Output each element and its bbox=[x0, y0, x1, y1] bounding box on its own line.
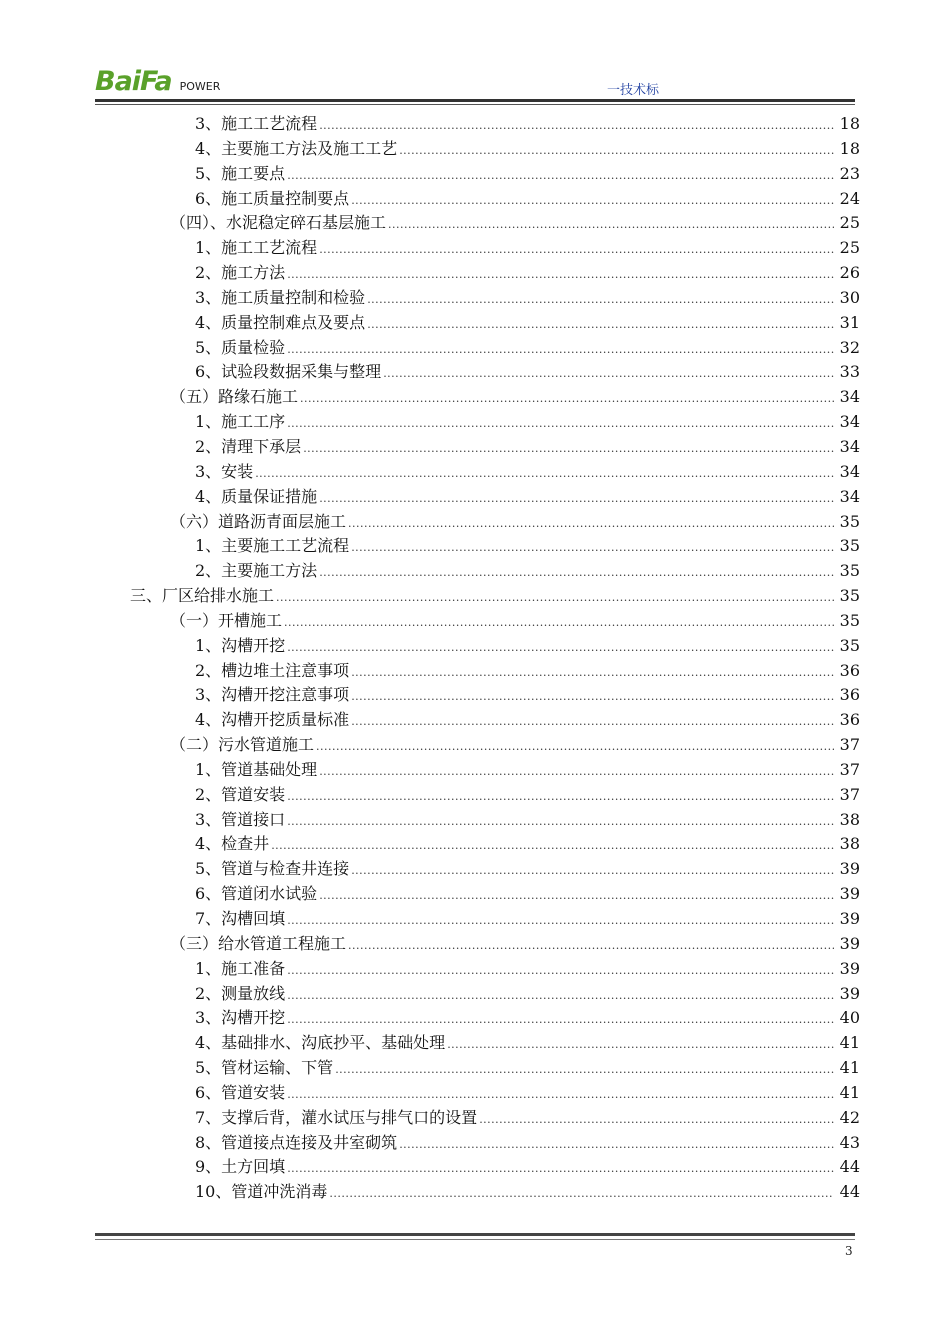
toc-leader-dots bbox=[300, 387, 834, 412]
toc-entry-title: （一）开槽施工 bbox=[170, 610, 283, 630]
toc-entry-page: 37 bbox=[839, 759, 860, 779]
toc-entry-page: 18 bbox=[839, 114, 860, 133]
toc-entry-page: 25 bbox=[839, 213, 860, 233]
toc-leader-dots bbox=[255, 462, 834, 487]
toc-entry-title: 1、施工工序 bbox=[195, 412, 286, 432]
toc-entry-title: 2、槽边堆土注意事项 bbox=[195, 660, 350, 680]
toc-entry-page: 39 bbox=[839, 909, 860, 928]
toc-entry-title: 4、基础排水、沟底抄平、基础处理 bbox=[195, 1033, 446, 1053]
toc-entry[interactable] bbox=[0, 534, 950, 559]
toc-entry-title: 3、施工工艺流程 bbox=[195, 114, 318, 133]
toc-entry[interactable] bbox=[0, 360, 950, 385]
toc-entry-title: 8、管道接点连接及井室砌筑 bbox=[195, 1132, 398, 1152]
toc-entry-title: （六）道路沥青面层施工 bbox=[170, 511, 347, 531]
toc-entry[interactable] bbox=[0, 982, 950, 1007]
toc-entry-page: 40 bbox=[839, 1008, 860, 1028]
toc-entry[interactable] bbox=[0, 957, 950, 982]
toc-leader-dots bbox=[319, 561, 834, 586]
toc-leader-dots bbox=[329, 1182, 834, 1207]
toc-entry-title: 4、质量保证措施 bbox=[195, 486, 318, 506]
toc-entry-title: 4、质量控制难点及要点 bbox=[195, 312, 366, 332]
toc-entry[interactable] bbox=[0, 708, 950, 733]
toc-entry-title: 6、管道安装 bbox=[195, 1082, 286, 1102]
logo-power-text: POWER bbox=[179, 80, 221, 93]
toc-leader-dots bbox=[351, 710, 834, 735]
toc-entry-page: 35 bbox=[839, 511, 860, 531]
toc-entry-page: 38 bbox=[839, 809, 860, 829]
toc-leader-dots bbox=[335, 1058, 834, 1083]
toc-entry-page: 33 bbox=[839, 362, 860, 382]
toc-entry-page: 42 bbox=[839, 1107, 860, 1127]
toc-leader-dots bbox=[287, 984, 834, 1009]
toc-leader-dots bbox=[316, 735, 834, 760]
toc-entry-title: 1、管道基础处理 bbox=[195, 759, 318, 779]
toc-entry-page: 39 bbox=[839, 983, 860, 1003]
toc-entry-title: （五）路缘石施工 bbox=[170, 387, 299, 407]
toc-leader-dots bbox=[319, 487, 834, 512]
toc-entry[interactable] bbox=[0, 261, 950, 286]
toc-entry[interactable] bbox=[0, 385, 950, 410]
toc-entry[interactable] bbox=[0, 187, 950, 212]
toc-entry[interactable] bbox=[0, 1155, 950, 1180]
toc-entry[interactable] bbox=[0, 236, 950, 261]
footer-rule-thin bbox=[95, 1239, 855, 1240]
toc-entry-page: 44 bbox=[839, 1182, 860, 1202]
header-rule-thick bbox=[95, 99, 855, 102]
toc-entry-title: 7、支撑后背，灌水试压与排气口的设置 bbox=[195, 1107, 478, 1127]
toc-entry-title: 5、管道与检查井连接 bbox=[195, 859, 350, 879]
company-logo bbox=[95, 66, 220, 96]
toc-entry-title: （二）污水管道施工 bbox=[170, 735, 315, 755]
toc-entry[interactable] bbox=[0, 1006, 950, 1031]
toc-entry-page: 34 bbox=[839, 436, 860, 456]
toc-leader-dots bbox=[319, 884, 834, 909]
toc-leader-dots bbox=[287, 1157, 834, 1182]
toc-entry-title: 3、安装 bbox=[195, 461, 254, 481]
toc-entry-page: 35 bbox=[839, 610, 860, 630]
toc-leader-dots bbox=[303, 437, 834, 462]
toc-entry[interactable] bbox=[0, 460, 950, 485]
toc-entry-page: 34 bbox=[839, 412, 860, 432]
toc-leader-dots bbox=[287, 1008, 834, 1033]
toc-entry-title: 1、施工工艺流程 bbox=[195, 238, 318, 258]
toc-leader-dots bbox=[479, 1108, 834, 1133]
toc-entry-page: 36 bbox=[839, 660, 860, 680]
toc-entry-title: 4、检查井 bbox=[195, 834, 270, 854]
toc-entry-title: 9、土方回填 bbox=[195, 1157, 286, 1177]
toc-entry-page: 43 bbox=[839, 1132, 860, 1152]
toc-entry[interactable] bbox=[0, 510, 950, 535]
toc-leader-dots bbox=[287, 412, 834, 437]
toc-entry[interactable] bbox=[0, 1031, 950, 1056]
toc-entry-title: 6、施工质量控制要点 bbox=[195, 188, 350, 208]
toc-leader-dots bbox=[287, 1083, 834, 1108]
toc-entry[interactable] bbox=[0, 683, 950, 708]
toc-leader-dots bbox=[383, 362, 834, 387]
toc-leader-dots bbox=[276, 586, 834, 611]
toc-entry[interactable] bbox=[0, 907, 950, 932]
toc-entry-page: 31 bbox=[839, 312, 860, 332]
toc-leader-dots bbox=[447, 1033, 834, 1058]
toc-entry-page: 32 bbox=[839, 337, 860, 357]
toc-entry-page: 25 bbox=[839, 238, 860, 258]
toc-entry[interactable] bbox=[0, 1081, 950, 1106]
toc-entry-title: 5、管材运输、下管 bbox=[195, 1058, 334, 1078]
toc-leader-dots bbox=[284, 611, 834, 636]
toc-entry-page: 39 bbox=[839, 958, 860, 978]
toc-entry[interactable] bbox=[0, 609, 950, 634]
toc-leader-dots bbox=[287, 263, 834, 288]
toc-entry-title: 2、主要施工方法 bbox=[195, 561, 318, 581]
toc-entry-title: 6、试验段数据采集与整理 bbox=[195, 362, 382, 382]
toc-leader-dots bbox=[351, 189, 834, 214]
toc-entry[interactable] bbox=[0, 410, 950, 435]
toc-entry-page: 35 bbox=[839, 536, 860, 556]
toc-entry-page: 41 bbox=[839, 1033, 860, 1053]
toc-entry[interactable] bbox=[0, 162, 950, 187]
toc-leader-dots bbox=[348, 512, 834, 537]
toc-entry-title: 三、厂区给排水施工 bbox=[130, 586, 275, 606]
toc-entry-title: （四）、水泥稳定碎石基层施工 bbox=[170, 213, 387, 233]
toc-entry[interactable] bbox=[0, 634, 950, 659]
toc-entry[interactable] bbox=[0, 435, 950, 460]
toc-entry[interactable] bbox=[0, 932, 950, 957]
toc-entry[interactable] bbox=[0, 485, 950, 510]
toc-entry[interactable] bbox=[0, 1106, 950, 1131]
toc-entry[interactable] bbox=[0, 882, 950, 907]
toc-entry-page: 35 bbox=[839, 586, 860, 606]
toc-leader-dots bbox=[399, 1133, 834, 1158]
toc-entry-page: 37 bbox=[839, 735, 860, 755]
toc-leader-dots bbox=[399, 139, 834, 164]
toc-entry-page: 37 bbox=[839, 784, 860, 804]
toc-entry-page: 26 bbox=[839, 263, 860, 283]
toc-entry[interactable] bbox=[0, 659, 950, 684]
toc-leader-dots bbox=[388, 213, 834, 238]
toc-entry-title: （三）给水管道工程施工 bbox=[170, 933, 347, 953]
toc-entry-title: 5、质量检验 bbox=[195, 337, 286, 357]
toc-entry[interactable] bbox=[0, 857, 950, 882]
toc-entry-page: 23 bbox=[839, 163, 860, 183]
toc-entry-title: 3、管道接口 bbox=[195, 809, 286, 829]
toc-entry[interactable] bbox=[0, 286, 950, 311]
toc-entry-title: 2、施工方法 bbox=[195, 263, 286, 283]
toc-entry-title: 2、测量放线 bbox=[195, 983, 286, 1003]
toc-leader-dots bbox=[287, 785, 834, 810]
toc-entry-page: 39 bbox=[839, 859, 860, 879]
footer-rule-thick bbox=[95, 1233, 855, 1236]
toc-entry-title: 2、管道安装 bbox=[195, 784, 286, 804]
toc-leader-dots bbox=[351, 859, 834, 884]
toc-entry-page: 18 bbox=[839, 138, 860, 158]
toc-leader-dots bbox=[287, 959, 834, 984]
toc-entry[interactable] bbox=[0, 783, 950, 808]
toc-entry-title: 5、施工要点 bbox=[195, 163, 286, 183]
toc-entry-page: 41 bbox=[839, 1082, 860, 1102]
toc-entry[interactable] bbox=[0, 808, 950, 833]
toc-entry-page: 35 bbox=[839, 635, 860, 655]
toc-entry-page: 44 bbox=[839, 1157, 860, 1177]
toc-entry[interactable] bbox=[0, 832, 950, 857]
toc-leader-dots bbox=[351, 536, 834, 561]
toc-leader-dots bbox=[319, 760, 834, 785]
toc-entry-page: 41 bbox=[839, 1058, 860, 1078]
toc-entry[interactable] bbox=[0, 1131, 950, 1156]
toc-leader-dots bbox=[271, 834, 834, 859]
toc-leader-dots bbox=[287, 909, 834, 934]
toc-entry-page: 39 bbox=[839, 933, 860, 953]
logo-mark: BaiFa bbox=[95, 66, 172, 97]
toc-entry-title: 10、管道冲洗消毒 bbox=[195, 1182, 328, 1202]
toc-leader-dots bbox=[287, 338, 834, 363]
toc-entry-page: 39 bbox=[839, 884, 860, 904]
toc-entry-page: 36 bbox=[839, 710, 860, 730]
toc-leader-dots bbox=[287, 810, 834, 835]
toc-entry[interactable] bbox=[0, 758, 950, 783]
header-title: 一技术标 bbox=[607, 83, 660, 98]
toc-leader-dots bbox=[287, 164, 834, 189]
toc-entry-page: 30 bbox=[839, 287, 860, 307]
toc-entry[interactable] bbox=[0, 559, 950, 584]
toc-entry-title: 4、主要施工方法及施工工艺 bbox=[195, 138, 398, 158]
toc-entry[interactable] bbox=[0, 112, 950, 137]
toc-entry-title: 7、沟槽回填 bbox=[195, 909, 286, 928]
toc-leader-dots bbox=[351, 685, 834, 710]
toc-entry[interactable] bbox=[0, 137, 950, 162]
page-number: 3 bbox=[845, 1244, 853, 1258]
toc-entry[interactable] bbox=[0, 1056, 950, 1081]
toc-entry-title: 3、施工质量控制和检验 bbox=[195, 287, 366, 307]
toc-leader-dots bbox=[319, 114, 834, 139]
toc-entry-page: 34 bbox=[839, 486, 860, 506]
toc-entry-title: 1、施工准备 bbox=[195, 958, 286, 978]
toc-entry-title: 3、沟槽开挖注意事项 bbox=[195, 685, 350, 705]
toc-leader-dots bbox=[367, 313, 834, 338]
toc-entry-title: 1、主要施工工艺流程 bbox=[195, 536, 350, 556]
toc-entry[interactable] bbox=[0, 211, 950, 236]
toc-entry-page: 34 bbox=[839, 387, 860, 407]
toc-leader-dots bbox=[319, 238, 834, 263]
toc-entry-page: 36 bbox=[839, 685, 860, 705]
toc-entry[interactable] bbox=[0, 584, 950, 609]
table-of-contents bbox=[0, 112, 950, 1205]
toc-entry[interactable] bbox=[0, 311, 950, 336]
toc-entry[interactable] bbox=[0, 733, 950, 758]
toc-leader-dots bbox=[348, 934, 834, 959]
page-header bbox=[95, 64, 855, 104]
toc-entry[interactable] bbox=[0, 1180, 950, 1205]
header-rule-thin bbox=[95, 104, 855, 105]
toc-leader-dots bbox=[287, 636, 834, 661]
toc-entry-title: 1、沟槽开挖 bbox=[195, 635, 286, 655]
toc-entry[interactable] bbox=[0, 336, 950, 361]
toc-entry-title: 4、沟槽开挖质量标准 bbox=[195, 710, 350, 730]
toc-entry-page: 35 bbox=[839, 561, 860, 581]
toc-entry-title: 2、清理下承层 bbox=[195, 436, 302, 456]
toc-entry-title: 6、管道闭水试验 bbox=[195, 884, 318, 904]
toc-entry-page: 38 bbox=[839, 834, 860, 854]
toc-leader-dots bbox=[367, 288, 834, 313]
toc-entry-page: 34 bbox=[839, 461, 860, 481]
toc-entry-title: 3、沟槽开挖 bbox=[195, 1008, 286, 1028]
toc-leader-dots bbox=[351, 661, 834, 686]
toc-entry-page: 24 bbox=[839, 188, 860, 208]
